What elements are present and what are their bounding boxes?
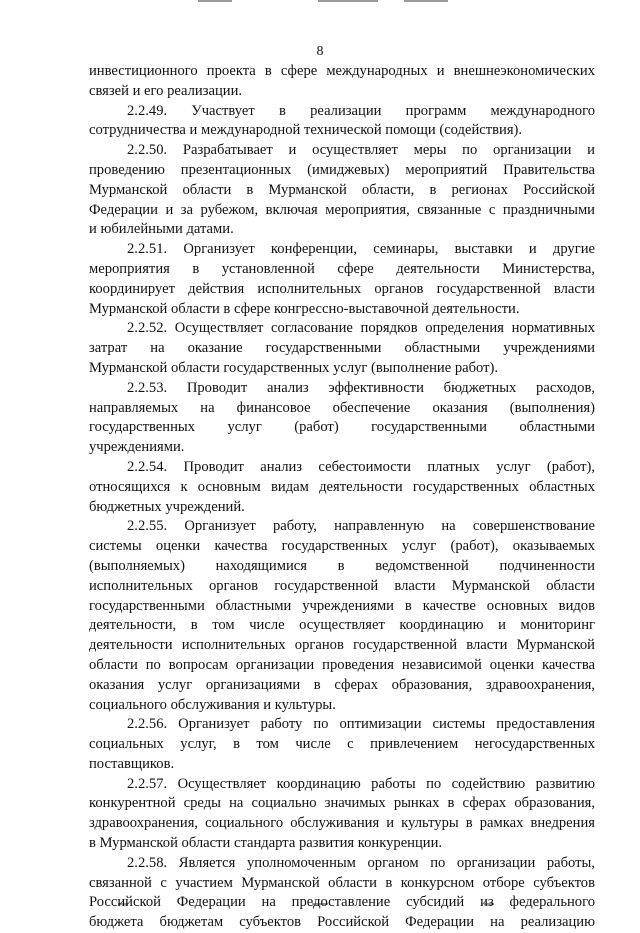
text-line: 2.2.52. Осуществляет согласование порядков определения нормативных	[127, 320, 595, 337]
scan-edge-top-right	[404, 0, 448, 2]
text-line: 2.2.49. Участвует в реализации программ международного	[127, 102, 595, 119]
text-line: государственными областными учреждениями в качестве основных видов	[89, 597, 595, 614]
clause-2-2-57	[89, 775, 595, 854]
clause-2-2-58	[89, 854, 595, 933]
text-line: государственных услуг (работ) государственными областными	[89, 419, 595, 436]
text-line: направляемых на финансовое обеспечение оказания (выполнения)	[89, 399, 595, 416]
text-line: (выполняемых) находящимися в ведомственной подчиненности	[89, 557, 595, 574]
text-line: Федерации и за рубежом, включая мероприятия, связанные с праздничными	[89, 201, 595, 218]
text-line: области по вопросам организации проведения независимой оценки качества	[89, 656, 595, 673]
text-line: проведению презентационных (имиджевых) мероприятий Правительства	[89, 161, 595, 178]
text-line: оказания услуг организациями в сферах образования, здравоохранения,	[89, 676, 595, 693]
clause-2-2-55	[89, 517, 595, 715]
text-line: 2.2.53. Проводит анализ эффективности бюджетных расходов,	[127, 379, 595, 396]
text-line: мероприятия в установленной сфере деятельности Министерства,	[89, 260, 595, 277]
text-line: деятельности исполнительных органов государственной власти Мурманской	[89, 637, 595, 654]
clause-2-2-53	[89, 379, 595, 458]
paragraph-continuation	[89, 62, 595, 102]
text-line: исполнительных органов государственной власти Мурманской области	[89, 577, 595, 594]
text-line: 2.2.51. Организует конференции, семинары, выставки и другие	[127, 241, 595, 258]
text-line: 2.2.50. Разрабатывает и осуществляет меры по организации и	[127, 142, 595, 159]
clause-2-2-51	[89, 240, 595, 319]
text-line: системы оценки качества государственных услуг (работ), оказываемых	[89, 538, 595, 555]
page-number: 8	[316, 44, 324, 59]
document-body	[89, 62, 595, 933]
text-line: 2.2.57. Осуществляет координацию работы по содействию развитию	[127, 775, 595, 792]
text-line: инвестиционного проекта в сфере международных и внешнеэкономических	[89, 63, 595, 79]
text-line: относящихся к основным видам деятельности государственных областных	[89, 478, 595, 495]
clause-2-2-49	[89, 102, 595, 142]
clause-2-2-52	[89, 319, 595, 378]
text-line: здравоохранения, социального обслуживания и культуры в рамках внедрения	[89, 815, 595, 832]
text-line: бюджетных учреждений.	[89, 498, 245, 515]
text-line: координирует действия исполнительных органов государственной власти	[89, 280, 595, 297]
text-line: сотрудничества и международной технической помощи (содействия).	[89, 122, 523, 139]
clause-2-2-50	[89, 141, 595, 240]
text-line: конкурентной среды на социально значимых рынках в сферах образования,	[89, 795, 595, 812]
text-line: бюджета бюджетам субъектов Российской Федерации на реализацию	[89, 914, 595, 931]
text-line: в Мурманской области стандарта развития конкуренции.	[89, 835, 443, 852]
text-line: Мурманской области государственных услуг (выполнение работ).	[89, 359, 499, 376]
text-line: связанной с участием Мурманской области в конкурсном отборе субъектов	[89, 874, 595, 891]
scan-edge-top-left	[198, 0, 232, 2]
text-line: социальных услуг, в том числе с привлечением негосударственных	[89, 736, 595, 753]
text-line: и юбилейными датами.	[89, 221, 234, 238]
text-line: Мурманской области в Мурманской области, в регионах Российской	[89, 181, 595, 198]
text-line: затрат на оказание государственными областными учреждениями	[89, 340, 595, 357]
text-line: деятельности, в том числе осуществляет координацию и мониторинг	[89, 617, 595, 634]
text-line: Мурманской области в сфере конгрессно-выставочной деятельности.	[89, 300, 520, 317]
clause-2-2-56	[89, 715, 595, 774]
text-line: учреждениями.	[89, 439, 185, 456]
scan-edge-top-mid	[318, 0, 378, 2]
text-line: связей и его реализации.	[89, 82, 243, 99]
clause-2-2-54	[89, 458, 595, 517]
text-line: 2.2.56. Организует работу по оптимизации системы предоставления	[127, 716, 595, 733]
text-line: 2.2.54. Проводит анализ себестоимости платных услуг (работ),	[127, 458, 595, 475]
text-line: Российской Федерации на предоставление субсидий из федерального	[89, 894, 595, 911]
text-line: поставщиков.	[89, 755, 175, 772]
text-line: социального обслуживания и культуры.	[89, 696, 336, 713]
text-line: 2.2.58. Является уполномоченным органом по организации работы,	[127, 854, 595, 871]
text-line: 2.2.55. Организует работу, направленную на совершенствование	[127, 518, 595, 535]
